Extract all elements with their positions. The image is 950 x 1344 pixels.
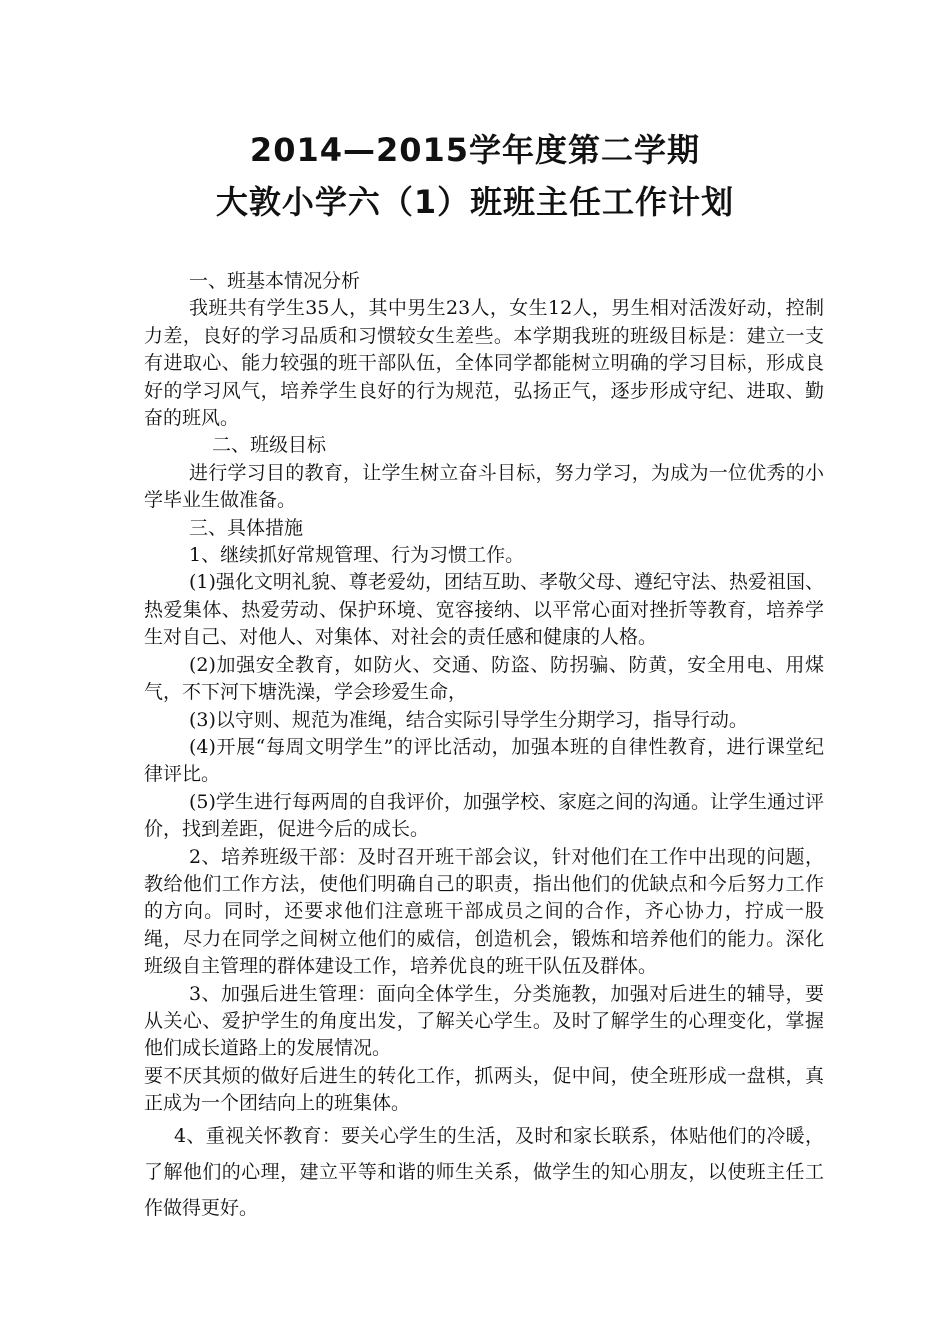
measure-4-paragraph: 4、重视关怀教育：要关心学生的生活，及时和家长联系，体贴他们的冷暖，了解他们的心理，建立平等和谐的师生关系，做学生的知心朋友，以使班主任工作做得更好。 <box>144 1124 824 1219</box>
section-2-heading: 二、班级目标 <box>212 434 327 457</box>
section-2-paragraph: 进行学习目的教育，让学生树立奋斗目标，努力学习，为成为一位优秀的小学毕业生做准备。 <box>144 461 824 512</box>
document-title-line-1: 2014—2015学年度第二学期 <box>249 131 701 169</box>
measure-3-paragraph: 3、加强后进生管理：面向全体学生，分类施教，加强对后进生的辅导，要从关心、爱护学生的角度出发，了解关心学生。及时了解学生的心理变化，掌握他们成长道路上的发展情况。 <box>144 982 824 1060</box>
measure-1-heading: 1、继续抓好常规管理、行为习惯工作。 <box>189 544 525 567</box>
section-1-paragraph: 我班共有学生35人，其中男生23人，女生12人，男生相对活泼好动，控制力差，良好的学习品质和习惯较女生差些。本学期我班的班级目标是：建立一支有进取心、能力较强的班干部队伍，全体同学都能树立明确的学习目标，形成良好的学习风气，培养学生良好的行为规范，弘扬正气，逐步形成守纪、进取、勤奋的班风。 <box>144 297 824 430</box>
document-title-line-2: 大敦小学六（1）班班主任工作计划 <box>215 183 735 221</box>
measure-1-item-4: (4)开展“每周文明学生”的评比活动，加强本班的自律性教育，进行课堂纪律评比。 <box>144 735 824 786</box>
measure-1-item-3: (3)以守则、规范为准绳，结合实际引导学生分期学习，指导行动。 <box>189 708 748 731</box>
measure-2-paragraph: 2、培养班级干部：及时召开班干部会议，针对他们在工作中出现的问题，教给他们工作方法，使他们明确自己的职责，指出他们的优缺点和今后努力工作的方向。同时，还要求他们注意班干部成员之间的合作，齐心协力，拧成一股绳，尽力在同学之间树立他们的威信，创造机会，锻炼和培养他们的能力。深化班级自主管理的群体建设工作，培养优良的班干队伍及群体。 <box>144 845 824 978</box>
section-3-heading: 三、具体措施 <box>189 516 304 539</box>
measure-1-item-1: (1)强化文明礼貌、尊老爱幼，团结互助、孝敬父母、遵纪守法、热爱祖国、热爱集体、热爱劳动、保护环境、宽容接纳、以平常心面对挫折等教育，培养学生对自己、对他人、对集体、对社会的责任感和健康的人格。 <box>144 571 824 649</box>
measure-3-continuation: 要不厌其烦的做好后进生的转化工作，抓两头，促中间，使全班形成一盘棋，真正成为一个团结向上的班集体。 <box>144 1064 824 1115</box>
measure-1-item-5: (5)学生进行每两周的自我评价，加强学校、家庭之间的沟通。让学生通过评价，找到差距，促进今后的成长。 <box>144 790 824 841</box>
document-body <box>144 268 824 1226</box>
section-1-heading: 一、班基本情况分析 <box>189 270 361 292</box>
measure-1-item-2: (2)加强安全教育，如防火、交通、防盗、防拐骗、防黄，安全用电、用煤气，不下河下塘洗澡，学会珍爱生命， <box>144 653 824 704</box>
